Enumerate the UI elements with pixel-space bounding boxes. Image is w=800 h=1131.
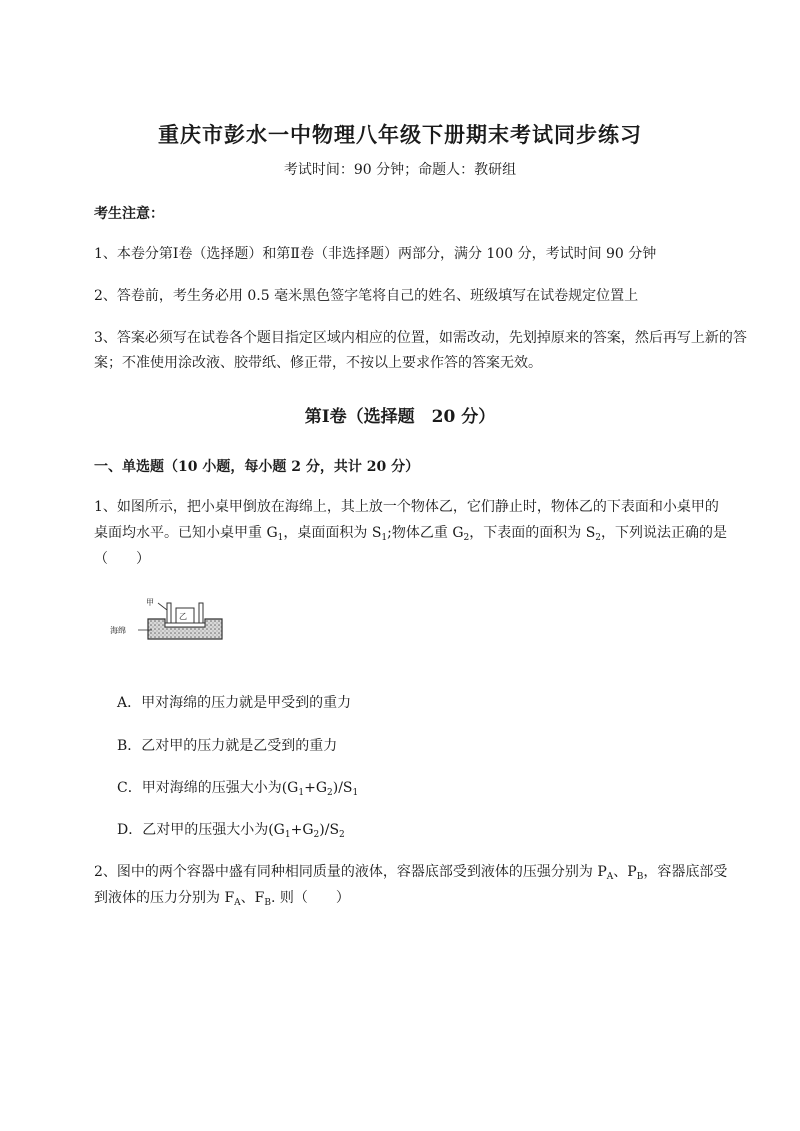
notice-heading: 考生注意：: [94, 206, 164, 222]
table-top: [165, 623, 205, 627]
notice-item-1: 1、本卷分第Ⅰ卷（选择题）和第Ⅱ卷（非选择题）两部分，满分 100 分，考试时间 90 分钟: [94, 246, 657, 262]
part-heading: 一、单选题（10 小题，每小题 2 分，共计 20 分）: [94, 459, 420, 475]
question-2-line-1: 2、图中的两个容器中盛有同种相同质量的液体，容器底部受到液体的压强分别为 $P_A$、$P_B$，容器底部受: [94, 864, 728, 882]
question-2-line-2: 到液体的压力分别为 $F_A$、$F_B$. 则（ ）: [94, 890, 350, 908]
label-pointer-jia: [158, 603, 167, 610]
page-title: 重庆市彭水一中物理八年级下册期末考试同步练习: [158, 122, 642, 147]
option-c: C．甲对海绵的压强大小为$(G_1+G_2)/S_1$: [117, 780, 359, 798]
table-leg-right: [199, 603, 203, 623]
exam-info: 考试时间：90 分钟；命题人：教研组: [283, 162, 517, 178]
notice-item-2: 2、答卷前，考生务必用 0.5 毫米黑色签字笔将自己的姓名、班级填写在试卷规定位置上: [94, 288, 639, 304]
figure-label-sponge: 海绵: [110, 626, 126, 635]
table-leg-left: [167, 603, 171, 623]
figure-label-yi: 乙: [179, 612, 187, 621]
table-on-sponge-figure: [110, 592, 230, 652]
option-b: B．乙对甲的压力就是乙受到的重力: [117, 738, 338, 754]
question-1-answer-blank: （ ）: [94, 551, 150, 567]
option-a: A．甲对海绵的压力就是甲受到的重力: [117, 695, 352, 711]
question-1-line-1: 1、如图所示，把小桌甲倒放在海绵上，其上放一个物体乙，它们静止时，物体乙的下表面和小桌甲的: [94, 499, 719, 515]
option-d: D．乙对甲的压强大小为$(G_1+G_2)/S_2$: [117, 822, 345, 840]
figure-label-jia: 甲: [146, 598, 154, 607]
notice-item-3: 3、答案必须写在试卷各个题目指定区域内相应的位置，如需改动，先划掉原来的答案，然后再写上新的答案；不准使用涂改液、胶带纸、修正带，不按以上要求作答的答案无效。: [94, 330, 747, 371]
question-1-line-2: 桌面均水平。已知小桌甲重 $G_1$，桌面面积为 $S_1$;物体乙重 $G_2$，下表面的面积为 $S_2$，下列说法正确的是: [94, 525, 728, 543]
section-title: 第Ⅰ卷（选择题 20 分）: [304, 407, 496, 427]
